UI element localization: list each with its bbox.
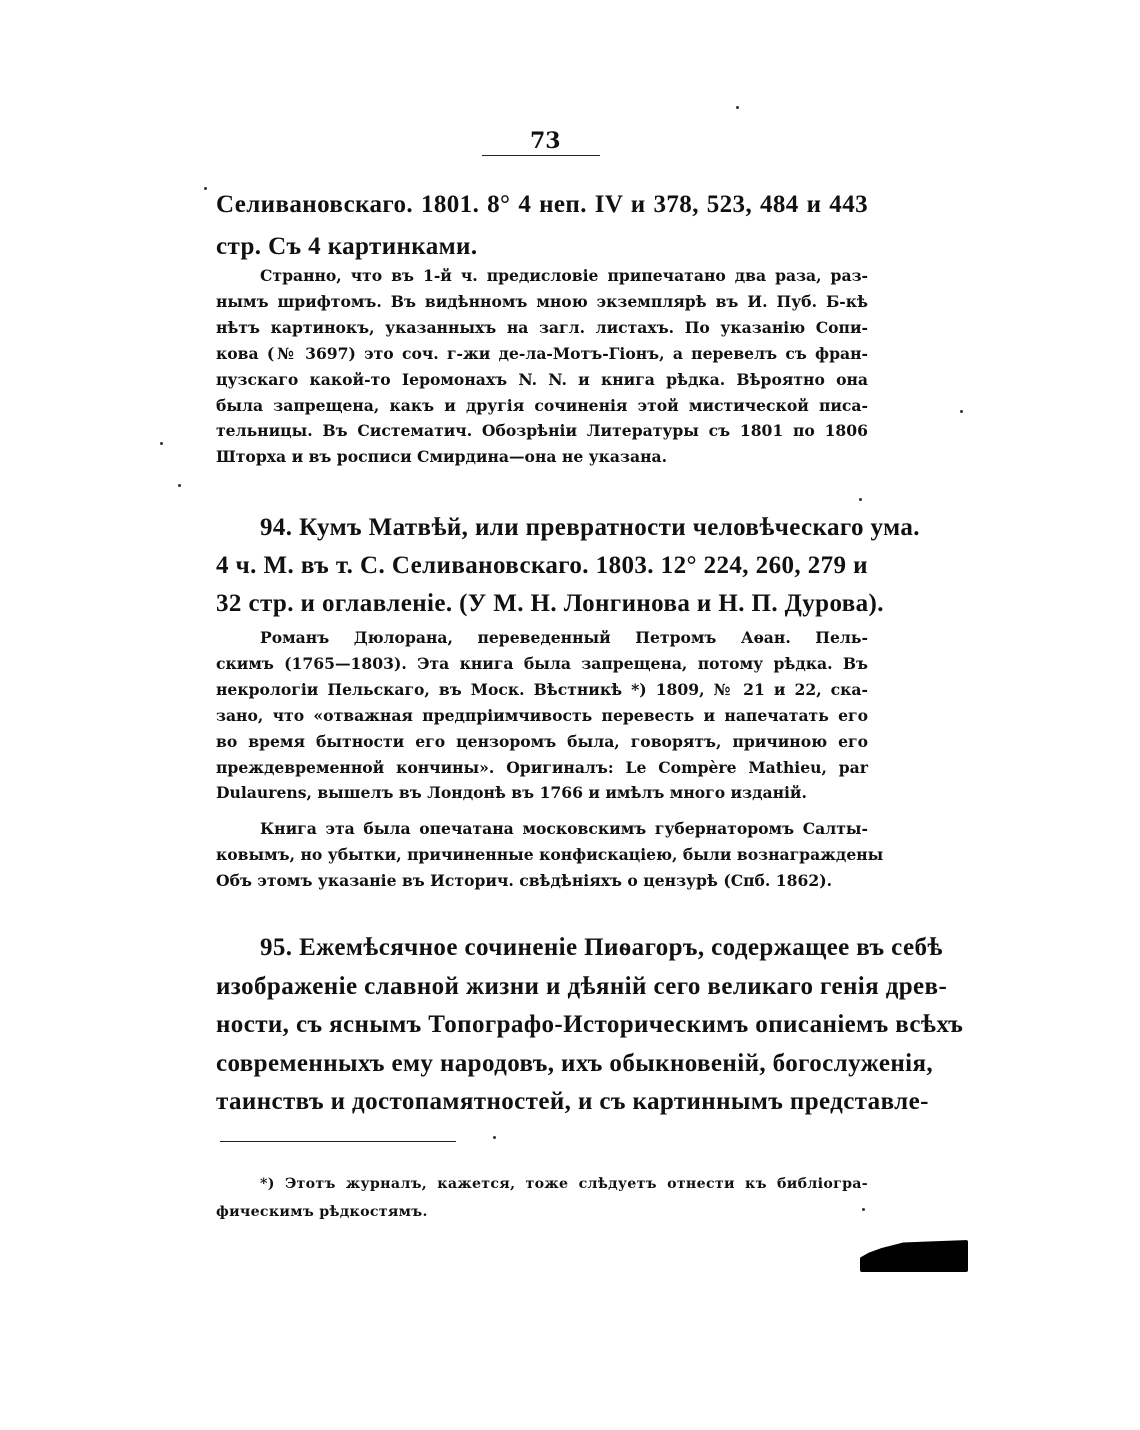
- scan-speck: [493, 1136, 496, 1139]
- text-line: нымъ шрифтомъ. Въ видѣнномъ мною экземплярѣ въ И. Пуб. Б-кѣ: [216, 291, 868, 311]
- text-line: некрологіи Пельскаго, въ Моск. Вѣстникѣ *) 1809, № 21 и 22, ска-: [216, 679, 868, 699]
- text-line: Объ этомъ указаніе въ Историч. свѣдѣніяхъ о цензурѣ (Спб. 1862).: [216, 870, 832, 890]
- text-line: нѣтъ картинокъ, указанныхъ на загл. листахъ. По указанію Сопи-: [216, 317, 868, 337]
- text-line: *) Этотъ журналъ, кажется, тоже слѣдуетъ отнести къ библіогра-: [260, 1176, 868, 1192]
- text-line: 94. Кумъ Матвѣй, или превратности человѣческаго ума.: [260, 514, 920, 541]
- entry-93-note: [216, 263, 868, 470]
- text-line: изображеніе славной жизни и дѣяній сего великаго генія древ-: [216, 972, 948, 1000]
- text-line: стр. Съ 4 картинками.: [216, 233, 478, 260]
- text-line: была запрещена, какъ и другія сочиненія этой мистической писа-: [216, 395, 868, 415]
- text-line: кова (№ 3697) это соч. г-жи де-ла-Мотъ-Гіонъ, а перевелъ съ фран-: [216, 343, 868, 363]
- text-line: Dulaurens, вышелъ въ Лондонѣ въ 1766 и имѣлъ много изданій.: [216, 783, 807, 803]
- entry-94-note: [216, 625, 868, 806]
- scan-speck: [862, 1208, 865, 1211]
- text-line: таинствъ и достопамятностей, и съ картиннымъ представле-: [216, 1088, 929, 1115]
- page-number: 73: [530, 128, 561, 154]
- text-line: современныхъ ему народовъ, ихъ обыкновеній, богослуженія,: [216, 1049, 934, 1077]
- entry-95-heading: [216, 929, 964, 1122]
- text-line: 4 ч. М. въ т. С. Селивановскаго. 1803. 12° 224, 260, 279 и: [216, 552, 868, 579]
- text-line: Селивановскаго. 1801. 8° 4 неп. IV и 378, 523, 484 и 443: [216, 191, 868, 218]
- text-line: цузскаго какой-то Іеромонахъ N. N. и книга рѣдка. Вѣроятно она: [216, 369, 868, 389]
- text-line: Книга эта была опечатана московскимъ губернаторомъ Салты-: [260, 819, 868, 838]
- page-number-rule: [482, 155, 600, 156]
- text-line: Шторха и въ росписи Смирдина—она не указана.: [216, 447, 668, 467]
- text-line: скимъ (1765—1803). Эта книга была запрещена, потому рѣдка. Въ: [216, 653, 868, 673]
- scan-speck: [204, 187, 207, 190]
- ink-blot: [860, 1240, 968, 1272]
- text-line: ковымъ, но убытки, причиненные конфискаціею, были вознаграждены: [216, 844, 884, 864]
- text-line: Романъ Дюлорана, переведенный Петромъ Аѳан. Пель-: [260, 628, 868, 647]
- footnote-rule: [220, 1141, 456, 1142]
- text-line: зано, что «отважная предпріимчивость перевесть и напечатать его: [216, 705, 868, 725]
- scan-speck: [736, 106, 739, 109]
- text-line: фическимъ рѣдкостямъ.: [216, 1204, 428, 1220]
- scan-speck: [859, 498, 862, 501]
- text-line: преждевременной кончины». Оригиналъ: Le Compère Mathieu, par: [216, 757, 868, 777]
- text-line: тельницы. Въ Систематич. Обозрѣніи Литературы съ 1801 по 1806: [216, 421, 868, 441]
- footnote: [216, 1170, 868, 1226]
- scan-speck: [960, 410, 963, 413]
- text-line: 32 стр. и оглавленіе. (У М. Н. Лонгинова и Н. П. Дурова).: [216, 590, 884, 617]
- text-line: ности, съ яснымъ Топографо-Историческимъ описаніемъ всѣхъ: [216, 1011, 964, 1038]
- text-line: Странно, что въ 1-й ч. предисловіе припечатано два раза, раз-: [260, 266, 868, 285]
- entry-94-note-2: [216, 816, 884, 894]
- scan-speck: [160, 442, 163, 445]
- text-line: 95. Ежемѣсячное сочиненіе Пиѳагоръ, содержащее въ себѣ: [260, 934, 943, 961]
- entry-93-heading: [216, 184, 868, 268]
- text-line: во время бытности его цензоромъ была, говорятъ, причиною его: [216, 731, 868, 751]
- entry-94-heading: [216, 509, 920, 623]
- scan-speck: [178, 484, 181, 487]
